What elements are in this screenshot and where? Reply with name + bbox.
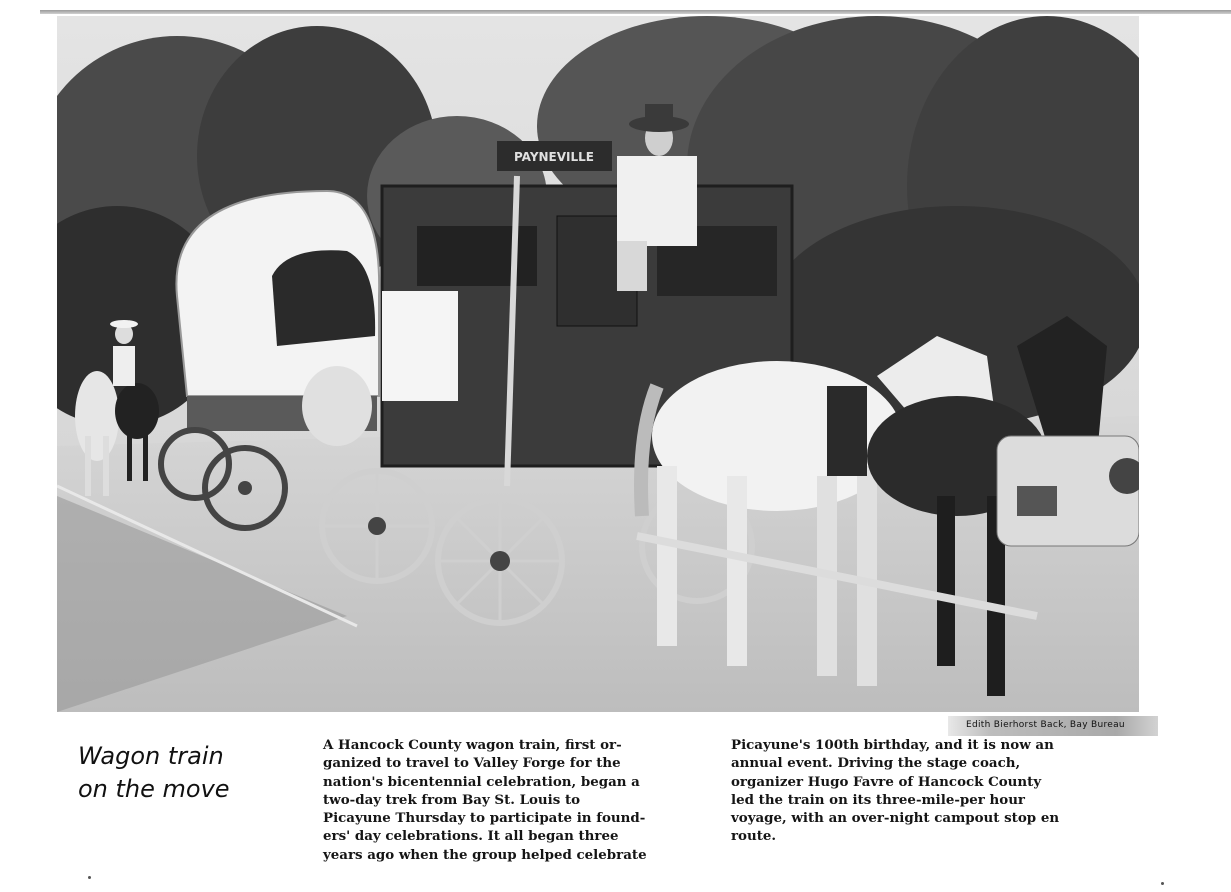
- body-column-2: [731, 736, 1067, 846]
- headline-line-2: on the move: [78, 775, 230, 803]
- news-photo: [57, 16, 1139, 712]
- headline: [78, 740, 278, 806]
- body-column-1: [323, 736, 659, 864]
- body-line: voyage, with an over-night campout stop en: [731, 810, 1060, 827]
- body-line: ers' day celebrations. It all began three: [323, 828, 619, 845]
- body-line: years ago when the group helped celebrate: [323, 846, 647, 863]
- body-line: two-day trek from Bay St. Louis to: [323, 791, 581, 808]
- body-line: Picayune Thursday to participate in found-: [323, 810, 646, 827]
- headline-line-1: Wagon train: [78, 742, 224, 770]
- photo-illustration: [57, 16, 1139, 712]
- print-speck: [88, 876, 91, 879]
- car: [997, 436, 1139, 546]
- coach-sign: PAYNEVILLE: [513, 150, 595, 164]
- top-rule: [40, 10, 1231, 14]
- body-line: ganized to travel to Valley Forge for the: [323, 755, 621, 772]
- body-line: nation's bicentennial celebration, began a: [323, 773, 640, 790]
- body-line: A Hancock County wagon train, first or-: [323, 737, 622, 753]
- body-line: organizer Hugo Favre of Hancock County: [731, 773, 1042, 790]
- body-line: annual event. Driving the stage coach,: [731, 755, 1021, 772]
- body-line: route.: [731, 828, 777, 845]
- body-line: Picayune's 100th birthday, and it is now an: [731, 737, 1054, 753]
- photo-credit: Edith Bierhorst Back, Bay Bureau: [948, 716, 1158, 736]
- print-speck: [1161, 882, 1164, 885]
- body-line: led the train on its three-mile-per hour: [731, 791, 1025, 808]
